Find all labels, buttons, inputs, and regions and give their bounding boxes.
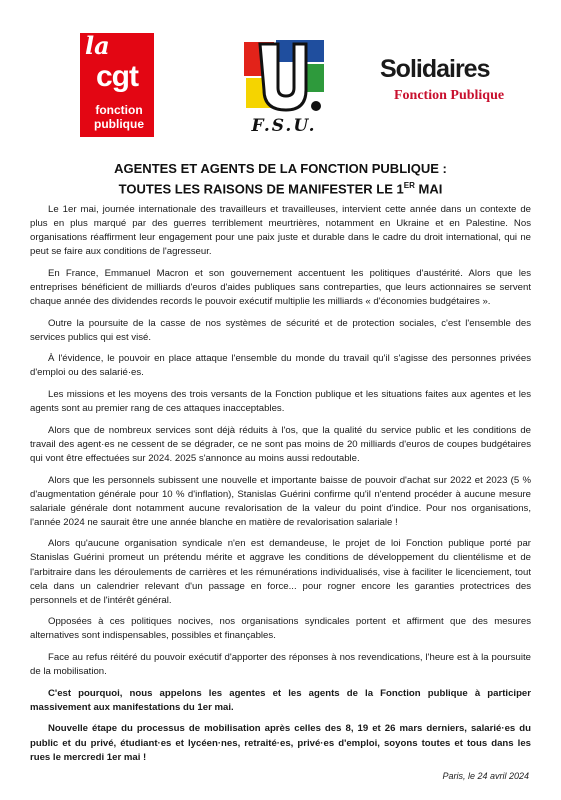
call-to-action-paragraph: Nouvelle étape du processus de mobilisation après celles des 8, 19 et 26 mars derniers, salarié·es du public et du privé, étudiant·es et lycéen·nes, retraité·es, privé·es d'emploi, soyons toutes et tous dans les rues le mercredi 1er mai ! <box>30 723 531 763</box>
cgt-logo-sub-line2: publique <box>94 117 144 131</box>
solidaires-logo-subtitle: Fonction Publique <box>394 88 505 103</box>
paragraph: À l'évidence, le pouvoir en place attaque l'ensemble du monde du travail qu'il s'agisse des personnes privées d'emploi ou des salarié·es. <box>30 353 531 379</box>
solidaires-logo-name: Solidaires <box>380 55 490 83</box>
paragraph: En France, Emmanuel Macron et son gouvernement accentuent les politiques d'austérité. Alors que les entreprises bénéficient de milliards d'euros d'aides publiques sans contreparties, que leurs actionnaires se servent chaque année des dividendes records le pouvoir exécutif multiplie les milliards « d'économies budgétaires ». <box>30 267 531 308</box>
logo-header <box>0 0 561 150</box>
title-line-2-sup: ER <box>403 181 415 190</box>
paragraph: Alors que de nombreux services sont déjà réduits à l'os, que la qualité du service public et les conditions de travail des agent·es ne cessent de se dégrader, ce ne sont pas moins de 20 milliards d'euros de coupes budgétaires qui vont être effectuées sur 2024. 2025 s'annonce au moins aussi redoutable. <box>30 424 531 464</box>
paragraph: Le 1er mai, journée internationale des travailleurs et travailleuses, intervient cette année dans un contexte de plus en plus marqué par des guerres terriblement meurtrières, notamment en Ukraine et en Palestine. Nos organisations réaffirment leur engagement pour une paix juste et durable dans le cadre du droit international, qui ne peut se faire aux conditions de l'agresseur. <box>30 204 531 258</box>
fsu-logo-name: F.S.U. <box>251 116 317 136</box>
title-line-2 <box>0 177 561 197</box>
cgt-logo-la: la <box>85 33 110 60</box>
title-line-2-suffix: MAI <box>414 181 443 197</box>
paragraph: Alors qu'aucune organisation syndicale n'en est demandeuse, le projet de loi Fonction publique porté par Stanislas Guérini promeut un prétendu mérite et aggrave les conditions de développement du clientélisme et de l'arbitraire dans les déroulements de carrières et les rémunérations individualisés, vise à faciliter le licenciement, tout cela dans un calendrier relevant d'un passage en force... pour rogner encore les garanties protectrices des personnels et de l'intérêt général. <box>30 538 531 606</box>
paragraph: Face au refus réitéré du pouvoir exécutif d'apporter des réponses à nos revendications, l'heure est à la poursuite de la mobilisation. <box>30 652 531 678</box>
cgt-logo-subtitle <box>86 103 152 131</box>
paragraph: Opposées à ces politiques nocives, nos organisations syndicales portent et affirment que des mesures alternatives sont indispensables, possibles et finançables. <box>30 616 531 642</box>
fsu-emblem-icon <box>238 38 330 116</box>
paragraph: Outre la poursuite de la casse de nos systèmes de sécurité et de protection sociales, c'est l'ensemble des services publics qui est visé. <box>30 317 531 343</box>
fsu-logo <box>238 38 330 138</box>
call-to-action-paragraph: C'est pourquoi, nous appelons les agentes et les agents de la Fonction publique à participer massivement aux manifestations du 1er mai. <box>30 687 531 713</box>
page-title <box>0 160 561 197</box>
body-text <box>30 203 531 772</box>
solidaires-logo <box>380 55 530 117</box>
cgt-logo-name: cgt <box>96 60 138 93</box>
title-line-1: AGENTES ET AGENTS DE LA FONCTION PUBLIQUE : <box>114 161 447 176</box>
signature-date: Paris, le 24 avril 2024 <box>442 771 529 781</box>
cgt-logo <box>80 33 154 137</box>
paragraph: Alors que les personnels subissent une nouvelle et importante baisse de pouvoir d'achat sur 2022 et 2023 (5 % d'augmentation générale pour 10 % d'inflation), Stanislas Guérini confirme qu'il n'entend procéder à aucune mesure salariale générale dont notamment aucune revalorisation de la valeur du point d'indice. Pour nos organisations, l'année 2024 ne saurait être une année blanche en matière de revalorisation salariale ! <box>30 474 531 528</box>
title-line-2-prefix: TOUTES LES RAISONS DE MANIFESTER LE 1 <box>118 181 404 197</box>
paragraph: Les missions et les moyens des trois versants de la Fonction publique et les situations faites aux agentes et les agents sont au premier rang de ces attaques inacceptables. <box>30 389 531 415</box>
cgt-logo-sub-line1: fonction <box>95 103 143 117</box>
